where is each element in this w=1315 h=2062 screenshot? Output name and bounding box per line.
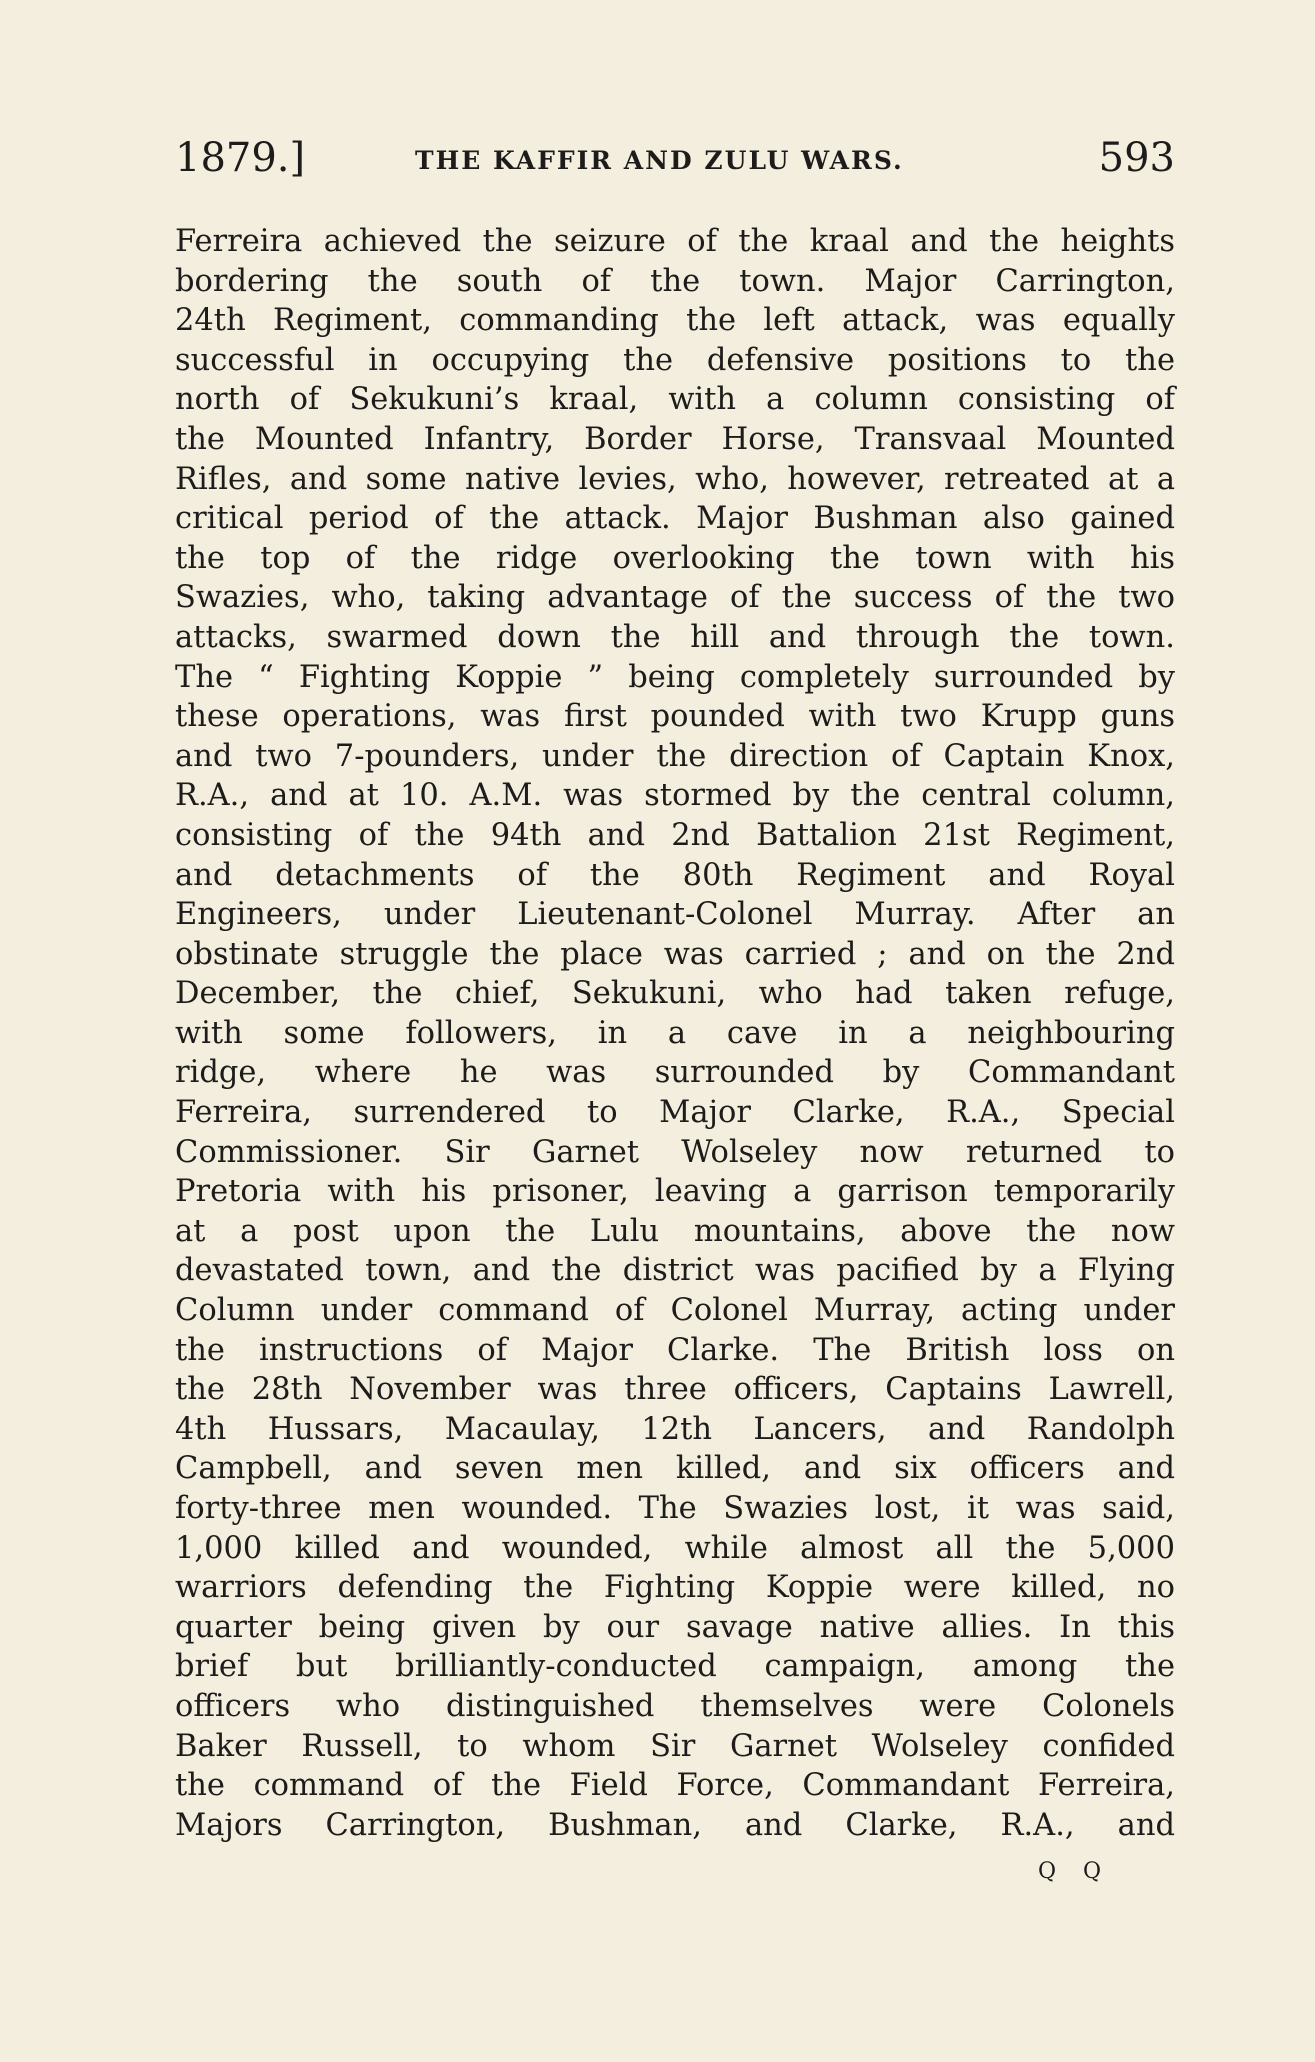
text-line: Baker Russell, to whom Sir Garnet Wolseley confided	[175, 1728, 1175, 1764]
text-line: brief but brilliantly-conducted campaign, among the	[175, 1649, 1175, 1685]
text-line: 1,000 killed and wounded, while almost all the 5,000	[175, 1530, 1175, 1566]
text-line: devastated town, and the district was pacified by a Flying	[175, 1253, 1175, 1289]
text-line: attacks, swarmed down the hill and through the town.	[175, 619, 1175, 655]
text-line: the command of the Field Force, Commandant Ferreira,	[175, 1768, 1175, 1804]
text-line: these operations, was first pounded with two Krupp guns	[175, 699, 1175, 735]
text-line: ridge, where he was surrounded by Commandant	[175, 1055, 1175, 1091]
text-line: warriors defending the Fighting Koppie were killed, no	[175, 1570, 1175, 1606]
text-line: December, the chief, Sekukuni, who had taken refuge,	[175, 976, 1175, 1012]
text-line: the top of the ridge overlooking the town with his	[175, 540, 1175, 576]
text-line: bordering the south of the town. Major Carrington,	[175, 263, 1175, 299]
page-number: 593	[1098, 135, 1175, 181]
text-line: Commissioner. Sir Garnet Wolseley now returned to	[175, 1134, 1175, 1170]
body-paragraph	[175, 222, 1175, 1845]
text-line: officers who distinguished themselves were Colonels	[175, 1688, 1175, 1724]
text-line: and detachments of the 80th Regiment and Royal	[175, 857, 1175, 893]
text-line: Rifles, and some native levies, who, however, retreated at a	[175, 461, 1175, 497]
text-line: Campbell, and seven men killed, and six officers and	[175, 1451, 1175, 1487]
text-line: Ferreira achieved the seizure of the kraal and the heights	[175, 224, 1175, 259]
text-line: the 28th November was three officers, Captains Lawrell,	[175, 1372, 1175, 1408]
signature-mark: Q Q	[1038, 1859, 1112, 1884]
text-line: the instructions of Major Clarke. The British loss on	[175, 1332, 1175, 1368]
header-title: THE KAFFIR AND ZULU WARS.	[415, 146, 904, 175]
text-line: critical period of the attack. Major Bushman also gained	[175, 501, 1175, 537]
text-line: Engineers, under Lieutenant-Colonel Murray. After an	[175, 897, 1175, 933]
text-line: Ferreira, surrendered to Major Clarke, R.A., Special	[175, 1095, 1175, 1131]
text-line: north of Sekukuni’s kraal, with a column consisting of	[175, 382, 1175, 418]
text-line: consisting of the 94th and 2nd Battalion 21st Regiment,	[175, 817, 1175, 853]
text-line: 4th Hussars, Macaulay, 12th Lancers, and Randolph	[175, 1411, 1175, 1447]
text-line: forty-three men wounded. The Swazies lost, it was said,	[175, 1491, 1175, 1526]
text-line: at a post upon the Lulu mountains, above the now	[175, 1213, 1175, 1249]
text-line: successful in occupying the defensive positions to the	[175, 342, 1175, 378]
text-line: 24th Regiment, commanding the left attack, was equally	[175, 303, 1175, 339]
text-line: Swazies, who, taking advantage of the success of the two	[175, 580, 1175, 616]
text-line: Majors Carrington, Bushman, and Clarke, R.A., and	[175, 1807, 1175, 1843]
text-line: and two 7-pounders, under the direction of Captain Knox,	[175, 738, 1175, 774]
text-line: The “ Fighting Koppie ” being completely surrounded by	[175, 659, 1175, 695]
text-line: the Mounted Infantry, Border Horse, Transvaal Mounted	[175, 421, 1175, 457]
text-line: with some followers, in a cave in a neighbouring	[175, 1015, 1175, 1051]
header-year: 1879.]	[175, 135, 306, 181]
text-line: Pretoria with his prisoner, leaving a garrison temporarily	[175, 1174, 1175, 1210]
text-line: obstinate struggle the place was carried ; and on the 2nd	[175, 936, 1175, 972]
text-line: Column under command of Colonel Murray, acting under	[175, 1293, 1175, 1329]
running-header	[175, 135, 1175, 195]
text-line: quarter being given by our savage native allies. In this	[175, 1609, 1175, 1645]
text-line: R.A., and at 10. A.M. was stormed by the central column,	[175, 778, 1175, 814]
